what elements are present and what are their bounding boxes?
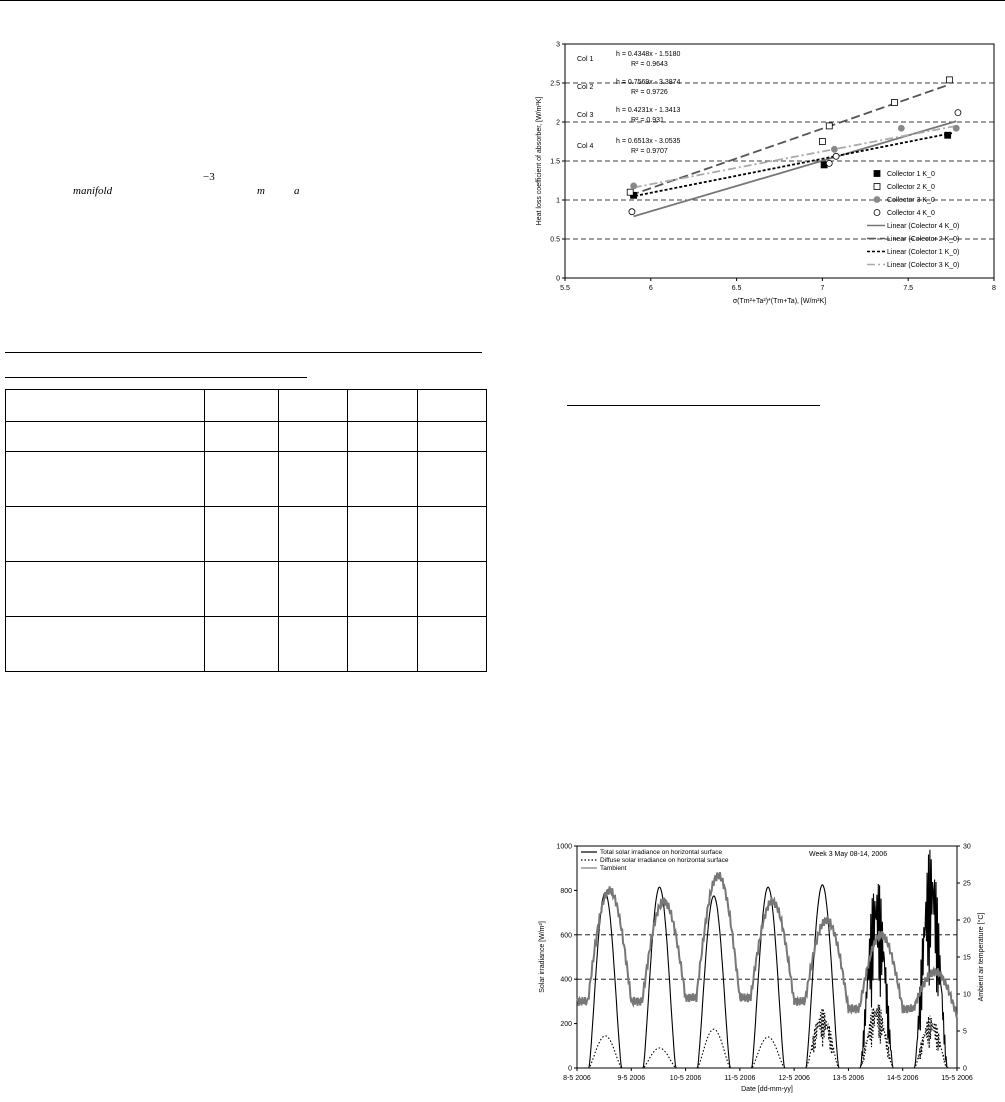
data-table <box>5 389 487 672</box>
y-tick-label: 3 <box>556 41 560 49</box>
x-tick-label: 7.5 <box>903 285 914 292</box>
axis-ticks <box>556 844 972 1083</box>
x-tick-label: 13-5 2006 <box>832 1075 865 1082</box>
y-tick-label: 1000 <box>556 843 572 851</box>
series-label: Col 4 <box>577 143 594 150</box>
legend-label: Diffuse solar irradiance on horizontal surface <box>600 857 729 864</box>
ambient-temperature-line <box>577 872 957 1018</box>
y-tick-label-right: 0 <box>963 1065 967 1073</box>
word-fragment-a: a <box>294 185 300 197</box>
y-tick-label-right: 25 <box>963 880 971 888</box>
legend-label: Linear (Colector 4 K_0) <box>887 223 960 230</box>
legend-label: Tambient <box>600 865 627 872</box>
x-tick-label: 5.5 <box>560 285 570 292</box>
rule-line <box>567 405 820 406</box>
grid-lines <box>577 935 957 979</box>
y-tick-label: 1 <box>556 197 560 205</box>
y-axis-label-right: Ambient air temperature [°C] <box>978 912 985 1002</box>
r-squared: R² = 0.931 <box>631 117 664 124</box>
legend-label: Linear (Colector 3 K_0) <box>887 262 960 269</box>
legend-label: Collector 2 K_0 <box>887 184 935 191</box>
legend-marker <box>874 197 880 203</box>
legend-label: Collector 4 K_0 <box>887 210 935 217</box>
regression-equation: h = 0.4231x - 1.3413 <box>616 107 681 114</box>
y-tick-label-right: 15 <box>963 954 971 962</box>
x-tick-label: 14-5 2006 <box>886 1075 919 1082</box>
data-point <box>946 77 952 83</box>
data-point <box>831 146 837 152</box>
series-label: Col 1 <box>577 56 594 63</box>
x-tick-label: 6.5 <box>731 285 742 292</box>
data-points <box>627 77 961 215</box>
heat-loss-scatter-chart <box>530 30 1000 330</box>
y-tick-label-right: 5 <box>963 1028 967 1036</box>
data-point <box>629 209 635 215</box>
y-axis-label: Heat loss coefficient of absorber, [W/m²K] <box>536 96 543 226</box>
data-point <box>945 132 951 138</box>
legend-label: Collector 3 K_0 <box>887 197 935 204</box>
y-axis-label: Solar irradiance [W/m²] <box>539 921 546 993</box>
data-point <box>627 189 633 195</box>
diffuse-irradiance-line <box>577 1005 957 1069</box>
x-tick-label: 6 <box>648 285 653 292</box>
y-tick-label: 2 <box>556 119 560 127</box>
x-tick-label: 10-5 2006 <box>669 1075 702 1082</box>
r-squared: R² = 0.9726 <box>631 89 668 96</box>
plot-frame <box>577 846 957 1068</box>
y-tick-label: 0.5 <box>550 236 560 244</box>
legend-label: Total solar irradiance on horizontal surface <box>600 849 723 856</box>
legend-label: Linear (Colector 2 K_0) <box>887 236 960 243</box>
x-axis-label: Date [dd-mm-yy] <box>741 1086 793 1093</box>
series-lines <box>577 850 957 1068</box>
y-tick-label: 2.5 <box>550 80 560 88</box>
x-tick-label: 8 <box>992 285 996 292</box>
regression-equation: h = 0.4348x - 1.5180 <box>616 51 681 58</box>
total-irradiance-line <box>577 850 957 1068</box>
data-point <box>826 160 832 166</box>
y-tick-label: 0 <box>556 275 560 283</box>
x-tick-label: 8-5 2006 <box>563 1075 591 1082</box>
series-label: Col 3 <box>577 112 594 119</box>
page-top-rule <box>0 0 1005 1</box>
rule-line <box>5 377 307 378</box>
y-tick-label: 800 <box>560 887 572 895</box>
x-axis-label: σ(Tm²+Ta²)*(Tm+Ta), [W/m²K] <box>732 298 827 305</box>
data-point <box>826 123 832 129</box>
y-tick-label-right: 20 <box>963 917 971 925</box>
x-tick-label: 7 <box>820 285 825 292</box>
chart-title: Week 3 May 08-14, 2006 <box>809 851 888 858</box>
r-squared: R² = 0.9643 <box>631 61 668 68</box>
regression-equation: h = 0.6513x - 3.0535 <box>616 138 681 145</box>
data-point <box>891 100 897 106</box>
word-fragment-m: m <box>257 185 265 197</box>
x-tick-label: 15-5 2006 <box>941 1075 973 1082</box>
y-tick-label: 0 <box>568 1065 572 1073</box>
data-point <box>898 125 904 131</box>
legend <box>581 849 729 872</box>
y-tick-label: 200 <box>560 1021 572 1029</box>
regression-annotations <box>577 51 681 155</box>
legend-marker <box>874 171 880 177</box>
series-label: Col 2 <box>577 84 594 91</box>
trendline <box>634 126 957 188</box>
rule-line <box>5 352 482 353</box>
y-tick-label-right: 30 <box>963 843 971 851</box>
regression-equation: h = 0.7569x - 3.3874 <box>616 79 681 86</box>
legend-marker <box>874 210 880 216</box>
y-tick-label: 400 <box>560 976 572 984</box>
y-tick-label: 600 <box>560 932 572 940</box>
r-squared: R² = 0.9707 <box>631 148 668 155</box>
legend-label: Collector 1 K_0 <box>887 171 935 178</box>
word-fragment-manifold: manifold <box>73 185 113 197</box>
data-point <box>833 153 839 159</box>
data-point <box>955 110 961 116</box>
x-tick-label: 11-5 2006 <box>724 1075 756 1082</box>
y-tick-label: 1.5 <box>550 158 560 166</box>
legend <box>867 171 959 270</box>
x-tick-label: 12-5 2006 <box>778 1075 810 1082</box>
x-tick-label: 9-5 2006 <box>617 1075 646 1082</box>
legend-marker <box>874 184 880 190</box>
legend-label: Linear (Colector 1 K_0) <box>887 249 960 256</box>
data-point <box>819 139 825 145</box>
data-point <box>631 183 637 189</box>
data-point <box>953 125 959 131</box>
y-tick-label-right: 10 <box>963 991 971 999</box>
exponent-fragment: −3 <box>203 171 215 183</box>
solar-irradiance-chart <box>530 832 1000 1102</box>
